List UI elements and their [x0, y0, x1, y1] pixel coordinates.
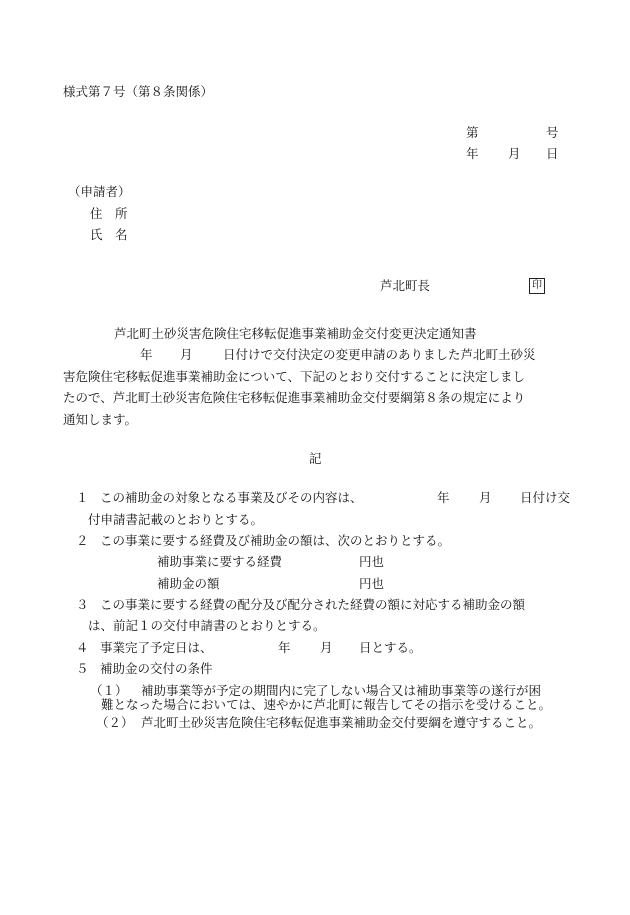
condition-2-text: 芦北町土砂災害危険住宅移転促進事業補助金交付要綱を遵守すること。	[141, 715, 542, 730]
condition-1-text: 補助事業等が予定の期間内に完了しない場合又は補助事業等の遂行が困	[141, 683, 542, 698]
applicant-name-label: 氏 名	[90, 227, 128, 242]
form-label: 様式第７号（第８条関係）	[63, 84, 214, 99]
body-year: 年	[140, 347, 153, 362]
ki-heading: 記	[309, 451, 322, 466]
subsidy-amount-label: 補助金の額	[157, 576, 220, 591]
item-3-number: ３	[76, 597, 89, 612]
condition-1-continuation: 難となった場合においては、速やかに芦北町に報告してその指示を受けること。	[101, 697, 552, 712]
item-4-text: 事業完了予定日は、	[100, 640, 213, 655]
issuer-title: 芦北町長	[380, 278, 431, 293]
item-4-month: 月	[320, 640, 333, 655]
body-line-2: 害危険住宅移転促進事業補助金について、下記のとおり交付することに決定しまし	[63, 369, 526, 384]
document-number-prefix: 第	[466, 125, 479, 140]
condition-2-number: （２）	[96, 715, 134, 730]
subsidy-amount-unit: 円也	[359, 576, 385, 591]
item-1-continuation: 付申請書記載のとおりとする。	[88, 512, 264, 527]
date-day: 日	[546, 146, 559, 161]
body-line-4: 通知します。	[63, 412, 138, 427]
applicant-address-label: 住 所	[90, 206, 128, 221]
item-2-number: ２	[76, 533, 89, 548]
item-3-continuation: は、前記１の交付申請書のとおりとする。	[88, 618, 326, 633]
document-number-suffix: 号	[546, 125, 559, 140]
body-month: 月	[180, 347, 193, 362]
item-4-number: ４	[76, 640, 89, 655]
cost-unit: 円也	[359, 554, 385, 569]
item-3-text: この事業に要する経費の配分及び配分された経費の額に対応する補助金の額	[100, 597, 526, 612]
item-1-year: 年	[437, 490, 450, 505]
applicant-heading: （申請者）	[68, 184, 131, 199]
body-line-1: 日付けで交付決定の変更申請のありました芦北町土砂災	[223, 347, 536, 362]
item-1-tail: 日付け交	[520, 490, 571, 505]
body-line-3: たので、芦北町土砂災害危険住宅移転促進事業補助金交付要綱第８条の規定により	[63, 390, 526, 405]
date-month: 月	[508, 146, 521, 161]
date-year: 年	[466, 146, 479, 161]
item-4-year: 年	[278, 640, 291, 655]
item-1-month: 月	[479, 490, 492, 505]
item-5-number: ５	[76, 661, 89, 676]
seal-mark: 印	[529, 278, 545, 294]
item-5-text: 補助金の交付の条件	[100, 661, 213, 676]
item-1-text: この補助金の対象となる事業及びその内容は、	[100, 490, 363, 505]
cost-label: 補助事業に要する経費	[157, 554, 283, 569]
item-1-number: １	[76, 490, 89, 505]
condition-1-number: （１）	[90, 683, 128, 698]
item-2-text: この事業に要する経費及び補助金の額は、次のとおりとする。	[100, 533, 451, 548]
item-4-tail: 日とする。	[359, 640, 422, 655]
document-title: 芦北町土砂災害危険住宅移転促進事業補助金交付変更決定通知書	[114, 326, 477, 341]
